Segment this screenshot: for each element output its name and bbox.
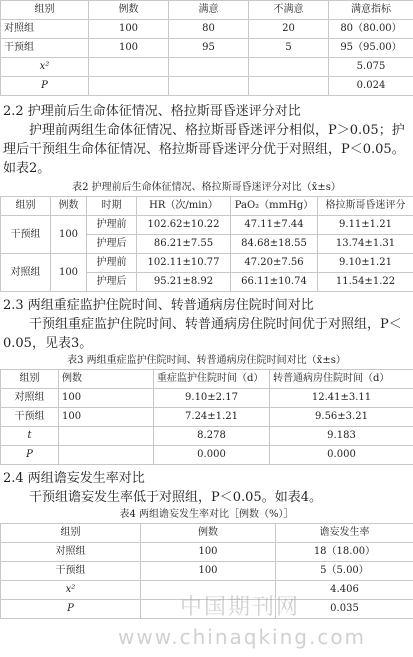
- gcs-cell: 9.10±1.21: [318, 254, 413, 273]
- header-cell: 时期: [87, 197, 137, 216]
- table-row: [1, 543, 413, 562]
- table-cell: 8.278: [154, 427, 270, 446]
- header-cell: 不满意: [249, 1, 329, 20]
- group-cell: 干预组: [1, 216, 51, 254]
- paragraph: 干预组谵妄发生率低于对照组，P＜0.05。如表4。: [29, 490, 322, 505]
- group-cell: 对照组: [1, 254, 51, 292]
- period-cell: 护理前: [87, 216, 137, 235]
- table-cell: 20: [249, 20, 329, 39]
- header-cell: 谵妄发生率: [276, 524, 413, 543]
- table-cell: 100: [59, 408, 154, 427]
- table-row: [1, 58, 413, 77]
- table-row: [1, 562, 413, 581]
- header-cell: 组别: [1, 1, 89, 20]
- table-caption: 表2 护理前后生命体征情况、格拉斯哥昏迷评分对比（x̄±s）: [72, 182, 341, 193]
- table-cell: 95: [169, 39, 249, 58]
- table-row: [1, 77, 413, 96]
- table-cell: 0.024: [329, 77, 413, 96]
- n-cell: 100: [51, 254, 87, 292]
- table-cell: 80: [169, 20, 249, 39]
- header-cell: 组别: [1, 197, 51, 216]
- hr-cell: 86.21±7.55: [137, 235, 231, 254]
- hr-cell: 102.62±10.22: [137, 216, 231, 235]
- header-cell: 例数: [89, 1, 169, 20]
- table-cell: 4.406: [276, 581, 413, 600]
- pao2-cell: 47.11±7.44: [231, 216, 318, 235]
- table-cell: 5.075: [329, 58, 413, 77]
- table-cell: [249, 58, 329, 77]
- table-cell: [59, 427, 154, 446]
- header-cell: 例数: [51, 197, 87, 216]
- table-header-row: [1, 1, 413, 20]
- period-cell: 护理后: [87, 273, 137, 292]
- pao2-cell: 47.20±7.56: [231, 254, 318, 273]
- table-cell: 100: [89, 39, 169, 58]
- table-cell: 95（95.00）: [329, 39, 413, 58]
- table-row: [1, 254, 413, 273]
- table-cell: 9.56±3.21: [270, 408, 413, 427]
- header-cell: 例数: [141, 524, 276, 543]
- table-cell: 对照组: [1, 20, 89, 39]
- table-row: [1, 427, 413, 446]
- gcs-cell: 11.54±1.22: [318, 273, 413, 292]
- table-cell: P: [1, 600, 141, 619]
- table-cell: 干预组: [1, 39, 89, 58]
- pao2-cell: 66.11±10.74: [231, 273, 318, 292]
- table-cell: [59, 446, 154, 465]
- table-cell: 0.035: [276, 600, 413, 619]
- header-cell: PaO₂（mmHg）: [231, 197, 318, 216]
- table-cell: 对照组: [1, 543, 141, 562]
- header-cell: 转普通病房住院时间（d）: [270, 370, 413, 389]
- table-cell: t: [1, 427, 59, 446]
- header-cell: HR（次/min）: [137, 197, 231, 216]
- table-row: [1, 408, 413, 427]
- table-cell: 18（18.00）: [276, 543, 413, 562]
- hr-cell: 102.11±10.77: [137, 254, 231, 273]
- header-cell: 满意: [169, 1, 249, 20]
- table-cell: x²: [1, 581, 141, 600]
- section-heading: 2.4 两组谵妄发生率对比: [3, 471, 145, 486]
- header-cell: 组别: [1, 524, 141, 543]
- table-cell: 100: [89, 20, 169, 39]
- table-cell: 0.000: [154, 446, 270, 465]
- period-cell: 护理前: [87, 254, 137, 273]
- watermark-url: www.chinaqking.com: [118, 625, 367, 649]
- period-cell: 护理后: [87, 235, 137, 254]
- table-row: [1, 446, 413, 465]
- table-cell: [169, 58, 249, 77]
- table-2: [0, 196, 413, 292]
- gcs-cell: 9.11±1.21: [318, 216, 413, 235]
- table-cell: 干预组: [1, 562, 141, 581]
- watermark-cn: 中国期刊网: [180, 595, 301, 620]
- table-cell: 5（5.00）: [276, 562, 413, 581]
- table-cell: [169, 77, 249, 96]
- paragraph: 干预组重症监护住院时间、转普通病房住院时间优于对照组，P＜0.05，见表3。: [3, 317, 402, 351]
- header-cell: 格拉斯哥昏迷评分: [318, 197, 413, 216]
- header-cell: 重症监护住院时间（d）: [154, 370, 270, 389]
- table-1: [0, 0, 413, 96]
- table-row: [1, 20, 413, 39]
- table-caption: 表4 两组谵妄发生率对比［例数（%）］: [119, 509, 294, 520]
- table-cell: 80（80.00）: [329, 20, 413, 39]
- table-cell: 对照组: [1, 389, 59, 408]
- table-cell: 5: [249, 39, 329, 58]
- table-cell: 干预组: [1, 408, 59, 427]
- header-cell: 例数: [59, 370, 154, 389]
- hr-cell: 95.21±8.92: [137, 273, 231, 292]
- n-cell: 100: [51, 216, 87, 254]
- table-cell: 9.10±2.17: [154, 389, 270, 408]
- table-header-row: [1, 370, 413, 389]
- table-3: [0, 369, 413, 465]
- header-cell: 满意指标: [329, 1, 413, 20]
- header-cell: 组别: [1, 370, 59, 389]
- section-heading: 2.2 护理前后生命体征情况、格拉斯哥昏迷评分对比: [3, 104, 301, 119]
- paragraph: 护理前两组生命体征情况、格拉斯哥昏迷评分相似，P＞0.05；护理后干预组生命体征情况、格拉斯哥昏迷评分优于对照组，P＜0.05。如表2。: [3, 123, 405, 176]
- table-header-row: [1, 197, 413, 216]
- pao2-cell: 84.68±18.55: [231, 235, 318, 254]
- section-heading: 2.3 两组重症监护住院时间、转普通病房住院时间对比: [3, 298, 314, 313]
- table-cell: [89, 58, 169, 77]
- table-cell: 0.000: [270, 446, 413, 465]
- table-cell: [249, 77, 329, 96]
- table-cell: 100: [141, 543, 276, 562]
- table-cell: 7.24±1.21: [154, 408, 270, 427]
- table-cell: P: [1, 77, 89, 96]
- gcs-cell: 13.74±1.31: [318, 235, 413, 254]
- table-cell: x²: [1, 58, 89, 77]
- table-cell: 100: [59, 389, 154, 408]
- table-header-row: [1, 524, 413, 543]
- table-cell: [89, 77, 169, 96]
- table-row: [1, 39, 413, 58]
- table-cell: P: [1, 446, 59, 465]
- table-row: [1, 389, 413, 408]
- table-row: [1, 216, 413, 235]
- table-caption: 表3 两组重症监护住院时间、转普通病房住院时间对比（x̄±s）: [67, 355, 346, 366]
- table-cell: 100: [141, 562, 276, 581]
- table-cell: 12.41±3.11: [270, 389, 413, 408]
- table-cell: 9.183: [270, 427, 413, 446]
